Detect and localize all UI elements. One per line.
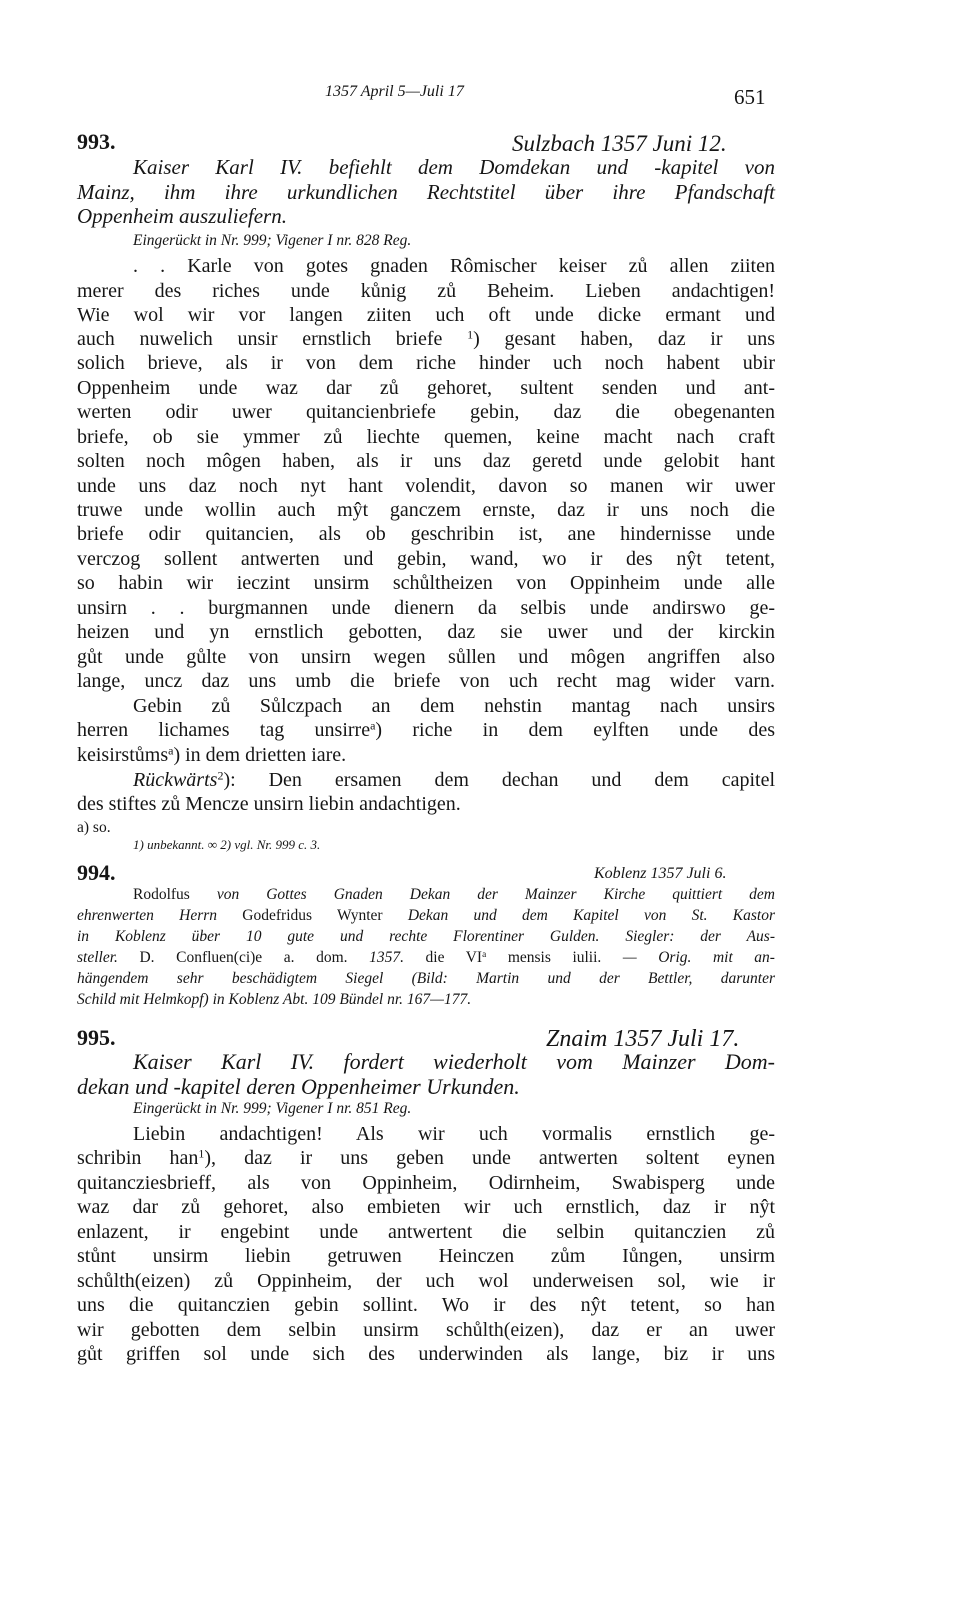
summary-993-line-2: Mainz, ihm ihre urkundlichen Rechtstitel über ihre Pfandschaft <box>77 180 775 204</box>
text-993-line-21: keisirstůms$^a$) in dem drietten iare. <box>77 743 347 766</box>
summary-993-line-3: Oppenheim auszuliefern. <box>77 204 287 228</box>
text-993-line-20: herren lichames tag unsirre$^a$) riche in dem eylften unde des <box>77 718 775 741</box>
doc-number-993: 993. <box>77 129 116 154</box>
text-995-line-10: gůt griffen sol unde sich des underwinden als lange, biz ir uns <box>77 1343 775 1365</box>
text-993-line-19: Gebin zů Sůlczpach an dem nehstin mantag nach unsirs <box>133 695 775 717</box>
doc-number-994: 994. <box>77 860 116 885</box>
text-993-line-11: truwe unde wollin auch mŷt ganczem ernste, daz ir uns noch die <box>77 499 775 521</box>
regest-994-line-5: hängendem sehr beschädigtem Siegel (Bild: Martin und der Bettler, darunter <box>77 970 775 987</box>
text-993-line-9: solten noch môgen haben, als ir uns daz geretd unde gelobit hant <box>77 450 775 472</box>
running-title: 1357 April 5—Juli 17 <box>325 83 464 100</box>
text-993-line-4: auch nuwelich unsir ernstlich briefe $^1$) gesant haben, daz ir uns <box>77 327 776 350</box>
place-date-993: Sulzbach 1357 Juni 12. <box>512 131 727 156</box>
text-993-line-14: so habin wir ieczint unsirm schůltheizen von Oppinheim unde alle <box>77 572 775 594</box>
text-993-line-13: verczog sollent antwerten und gebin, wand, wo ir des nŷt tetent, <box>77 548 775 570</box>
text-995-line-7: schůlth(eizen) zů Oppinheim, der uch wol underweisen sol, wie ir <box>77 1270 775 1292</box>
text-993-line-5: solich brieve, als ir von dem riche hinder uch noch habent ubir <box>77 352 775 374</box>
page-number: 651 <box>734 85 766 109</box>
text-995-line-5: enlazent, ir engebint unde antwertent die selbin quitanczien zů <box>77 1221 775 1243</box>
regest-994-line-3: in Koblenz über 10 gute und rechte Florentiner Gulden. Siegler: der Aus- <box>77 928 775 945</box>
regest-994-line-4: steller. D. Confluen(ci)e a. dom. 1357. die $VI^a$ mensis iulii. — Orig. mit an- <box>77 949 775 966</box>
text-995-line-9: wir gebotten dem selbin unsirm schůlth(eizen), daz er an uwer <box>77 1319 775 1341</box>
text-993-line-8: briefe, ob sie ymmer zů liechte quemen, keine macht nach craft <box>77 426 775 448</box>
text-993-line-1: . . Karle von gotes gnaden Rômischer keiser zů allen ziiten <box>133 255 775 277</box>
footnotes-993: 1) unbekannt. ∞ 2) vgl. Nr. 999 c. 3. <box>133 837 321 852</box>
summary-995-line-1: Kaiser Karl IV. fordert wiederholt vom Mainzer Dom- <box>133 1049 775 1074</box>
summary-995-line-2: dekan und -kapitel deren Oppenheimer Urkunden. <box>77 1074 520 1099</box>
text-993-line-3: Wie wol wir vor langen ziiten uch oft unde dicke ermant und <box>77 304 775 326</box>
place-date-995: Znaim 1357 Juli 17. <box>546 1026 740 1052</box>
text-995-line-8: uns die quitanczien gebin sollint. Wo ir des nŷt tetent, so han <box>77 1294 775 1316</box>
regest-994-line-6: Schild mit Helmkopf) in Koblenz Abt. 109 Bündel nr. 167—177. <box>77 991 472 1008</box>
regest-994-line-1: Rodolfus von Gottes Gnaden Dekan der Mainzer Kirche quittiert dem <box>133 886 775 903</box>
text-995-line-3: quitancziesbrieff, als von Oppinheim, Odirnheim, Swabisperg unde <box>77 1172 775 1194</box>
doc-number-995: 995. <box>77 1025 116 1050</box>
text-993-line-7: werten odir uwer quitancienbriefe gebin, daz die obegenanten <box>77 401 775 423</box>
text-993-line-15: unsirn . . burgmannen unde dienern da selbis unde andirswo ge- <box>77 597 775 619</box>
dorsal-993-line-2: des stiftes zů Mencze unsirn liebin andachtigen. <box>77 793 461 815</box>
registry-993: Eingerückt in Nr. 999; Vigener I nr. 828 Reg. <box>133 232 412 249</box>
text-993-line-16: heizen und yn ernstlich gebotten, daz sie uwer und der kirckin <box>77 621 775 643</box>
dorsal-993: Rückwärts$^2$): Den ersamen dem dechan und dem capitel <box>133 768 776 791</box>
text-995-line-6: stůnt unsirm liebin getruwen Heinczen zům Iůngen, unsirm <box>77 1245 775 1267</box>
text-993-line-6: Oppenheim unde waz dar zů gehoret, sultent senden und ant- <box>77 377 775 399</box>
text-995-line-1: Liebin andachtigen! Als wir uch vormalis ernstlich ge- <box>133 1123 775 1145</box>
text-993-line-18: lange, uncz daz uns umb die briefe von uch recht mag wider varn. <box>77 670 775 692</box>
text-993-line-10: unde uns daz noch nyt hant volendit, davon so manen wir uwer <box>77 475 775 497</box>
summary-993-line-1: Kaiser Karl IV. befiehlt dem Domdekan und -kapitel von <box>133 155 775 179</box>
text-995-line-4: waz dar zů gehoret, also embieten wir uch ernstlich, daz ir nŷt <box>77 1196 775 1218</box>
text-995-line-2: schribin han$^1$), daz ir uns geben unde antwerten soltent eynen <box>77 1146 775 1169</box>
registry-995: Eingerückt in Nr. 999; Vigener I nr. 851 Reg. <box>133 1100 412 1117</box>
text-993-line-12: briefe odir quitancien, als ob geschribin ist, ane hindernisse unde <box>77 523 775 545</box>
note-a-993: a) so. <box>77 819 111 836</box>
text-993-line-2: merer des riches unde kůnig zů Beheim. Lieben andachtigen! <box>77 280 775 302</box>
regest-994-line-2: ehrenwerten Herrn Godefridus Wynter Dekan und dem Kapitel von St. Kastor <box>77 907 775 924</box>
place-date-994: Koblenz 1357 Juli 6. <box>594 865 727 882</box>
text-993-line-17: gůt unde gůlte von unsirn wegen sůllen und môgen angriffen also <box>77 646 775 668</box>
